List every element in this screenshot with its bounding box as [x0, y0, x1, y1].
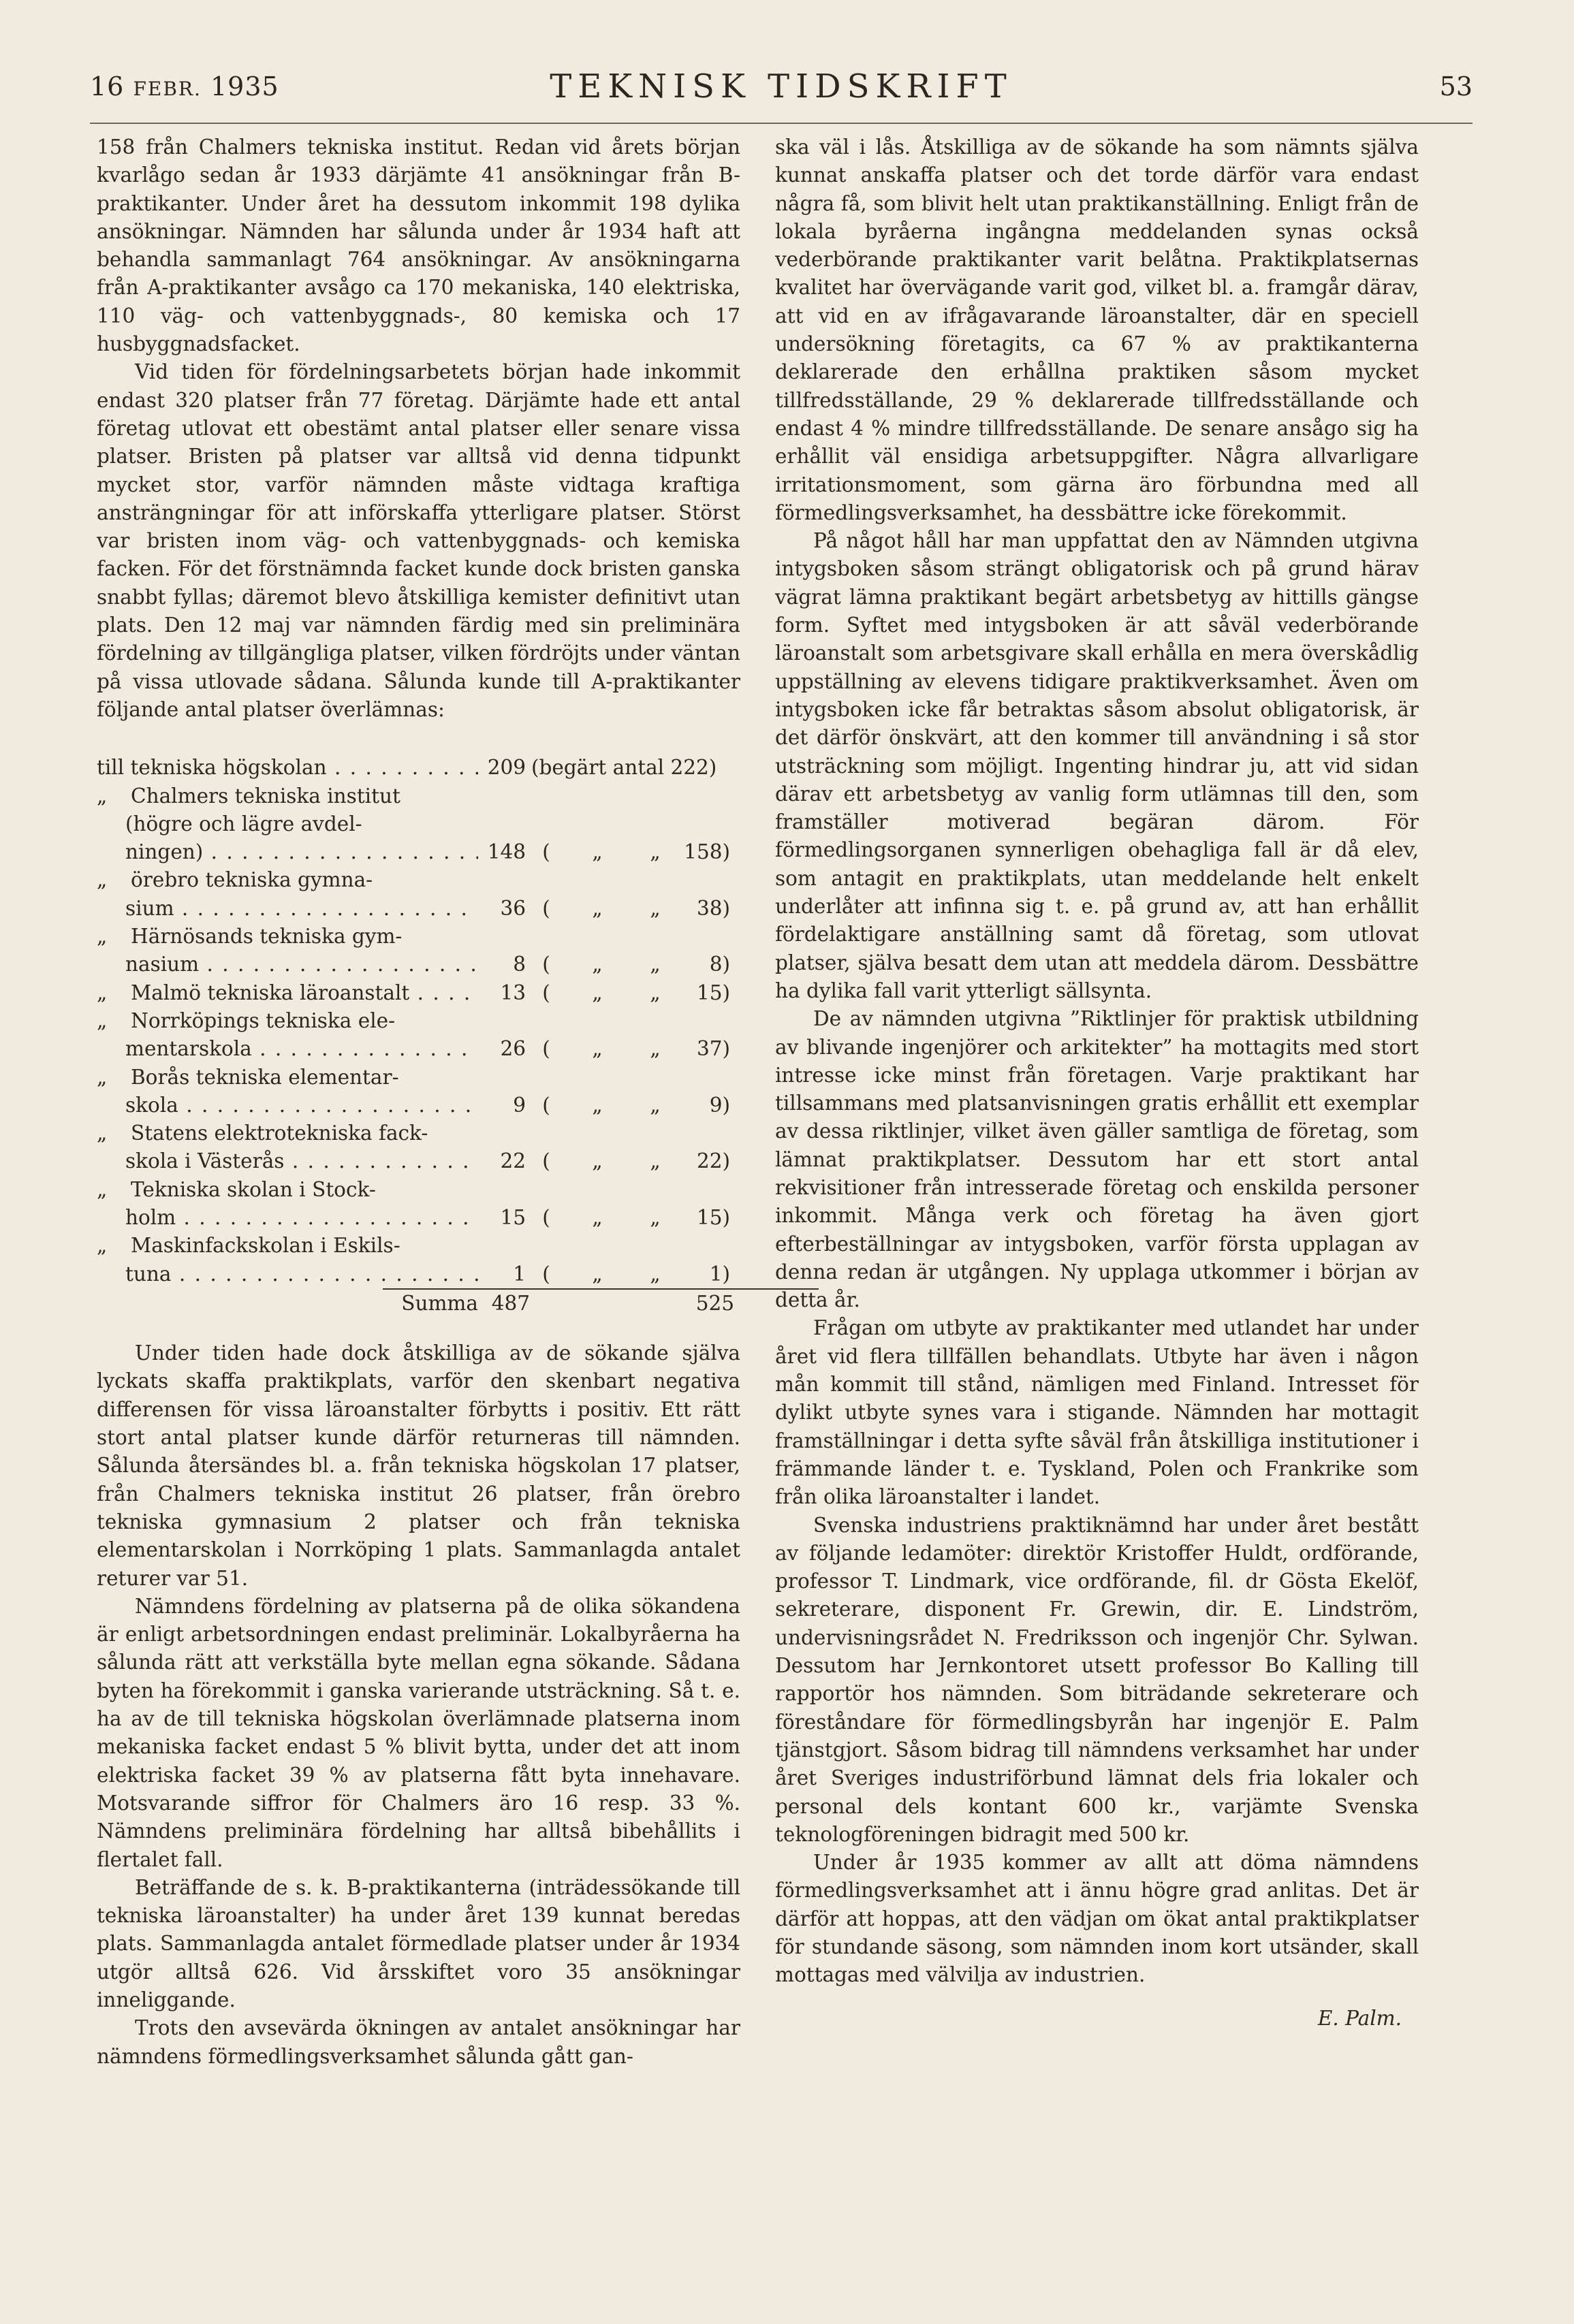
row-label: [97, 1176, 478, 1232]
allotted-value: 22: [500, 1149, 526, 1173]
open-paren: (: [542, 1093, 550, 1117]
row-label-line: [97, 1232, 478, 1260]
open-paren: (: [542, 1205, 550, 1229]
open-paren: (: [542, 1037, 550, 1061]
sum-requested: 525: [695, 1291, 734, 1315]
requested-value: [682, 1204, 730, 1232]
school-name-end: skola i Västerås . . .: [125, 1147, 478, 1175]
requested-number: 1: [709, 1262, 723, 1286]
table-row: [97, 782, 740, 867]
requested-value: [682, 1147, 730, 1175]
open-paren: (: [542, 953, 550, 976]
close-paren: ): [722, 1149, 730, 1173]
paragraph: Beträffande de s. k. B-praktikanterna (inträdessökande till tekniska läroanstalter) ha under året 139 kunnat beredas plats. Sammanlagda antalet förmedlade platser under år 1934 utgör alltså 626. Vid årsskiftet voro 35 ansökningar inneliggande.: [97, 1875, 740, 2011]
close-paren: ): [722, 1093, 730, 1117]
ditto-mark: „: [592, 1262, 603, 1286]
school-name: Härnösands tekniska gym-: [131, 925, 403, 949]
school-name-end: sium . . .: [125, 895, 478, 923]
table-row: [97, 754, 740, 782]
left-column: [97, 133, 740, 2071]
allotted-value: 148: [487, 840, 526, 864]
open-paren: (: [542, 896, 550, 920]
sum-row: [97, 1290, 740, 1318]
row-label-line: [97, 1204, 478, 1232]
school-name: Chalmers tekniska institut: [131, 784, 400, 808]
school-name: till tekniska högskolan . . .: [97, 754, 478, 782]
close-paren: ): [722, 840, 730, 864]
paragraph: Vid tiden för fördelningsarbetets början hade inkommit endast 320 platser från 77 företag. Därjämte hade ett antal företag utlovat ett obestämt antal platser eller senare vissa platser. Bristen på platser var alltså vid denna tidpunkt mycket stor, varför nämnden måste vidtaga kraftiga ansträngningar för att införskaffa ytterligare platser. Störst var bristen inom väg- och vattenbyggnads- och kemiska facken. För det förstnämnda facket kunde dock bristen ganska snabbt fyllas; däremot blevo åtskilliga kemister definitivt utan plats. Den 12 maj var nämnden färdig med sin preliminära fördelning av tillgängliga platser, vilken fördröjts under väntan på vissa utlovade sådana. Sålunda kunde till A-praktikanter följande antal platser överlämnas:: [97, 360, 740, 721]
school-name: Tekniska skolan i Stock-: [131, 1177, 376, 1201]
table-row: [97, 1232, 740, 1288]
school-name-end: nasium . . .: [125, 951, 478, 978]
row-label-line: [97, 1035, 478, 1063]
school-name-end: tuna . . .: [125, 1260, 478, 1288]
row-label-line: [97, 895, 478, 923]
ditto-mark: „: [592, 840, 603, 864]
row-label: [97, 1007, 478, 1064]
ditto-mark: „: [97, 925, 108, 949]
row-label-line: [97, 1176, 478, 1204]
ditto-mark: „: [650, 1262, 661, 1286]
row-label-line: [97, 951, 478, 978]
ditto-mark: „: [592, 1093, 603, 1117]
school-name: Norrköpings tekniska ele-: [131, 1008, 396, 1032]
close-paren: ): [722, 953, 730, 976]
ditto-mark: „: [97, 784, 108, 808]
ditto-mark: „: [650, 1037, 661, 1061]
ditto-mark: „: [97, 1008, 108, 1032]
allotted-value: 36: [500, 896, 526, 920]
table-row: [97, 1119, 740, 1176]
school-name-cont: (högre och lägre avdel-: [125, 812, 362, 835]
table-row: [97, 1064, 740, 1120]
open-paren: (: [542, 981, 550, 1004]
row-label-line: [97, 1260, 478, 1288]
row-label: [97, 866, 478, 923]
requested-value: [682, 979, 730, 1007]
requested-value: (begärt antal 222): [531, 756, 717, 780]
paragraph: Svenska industriens praktiknämnd har under året bestått av följande ledamöter: direktör Kristoffer Huldt, ordförande, professor T. Lindmark, vice ordförande, fil. dr Gösta Ekelöf, sekreterare, disponent Fr. Grewin, dir. E. Lindström, undervisningsrådet N. Fredriksson och ingenjör Chr. Sylwan. Dessutom har Jernkontoret utsett professor Bo Kalling till rapportör hos nämnden. Som biträdande sekreterare och föreståndare för förmedlingsbyrån har ingenjör E. Palm tjänstgjort. Såsom bidrag till nämndens verksamhet har under året Sveriges industriförbund lämnat dels fria lokaler och personal dels kontant 600 kr., varjämte Svenska teknologföreningen bidragit med 500 kr.: [775, 1513, 1419, 1846]
row-label-line: [97, 1147, 478, 1175]
allotted-value: 26: [500, 1037, 526, 1061]
signature: E. Palm.: [1317, 2006, 1402, 2030]
school-name-end: skola . . .: [125, 1092, 478, 1119]
ditto-mark: „: [97, 1234, 108, 1258]
table-row: [97, 923, 740, 979]
ditto-mark: „: [97, 981, 108, 1004]
requested-value: [682, 838, 730, 866]
school-name-end: mentarskola . . .: [125, 1035, 478, 1063]
row-label-line: [97, 923, 478, 951]
row-label-line: [97, 979, 478, 1007]
requested-number: 38: [696, 896, 723, 920]
row-label-line: [97, 754, 478, 782]
table-row: [97, 1176, 740, 1232]
row-label-line: [97, 866, 478, 894]
requested-number: 37: [696, 1037, 723, 1061]
row-label: [97, 1232, 478, 1288]
ditto-mark: „: [650, 840, 661, 864]
allotted-value: 209: [487, 756, 526, 780]
page-header: [90, 67, 1473, 112]
ditto-mark: „: [592, 953, 603, 976]
allotted-value: 15: [500, 1205, 526, 1229]
ditto-mark: „: [592, 896, 603, 920]
paragraph: 158 från Chalmers tekniska institut. Redan vid årets början kvarlågo sedan år 1933 därjämte 41 ansökningar från B-praktikanter. Under året ha dessutom inkommit 198 dylika ansökningar. Nämnden har sålunda under år 1934 haft att behandla sammanlagt 764 ansökningar. Av ansökningarna från A-praktikanter avsågo ca 170 mekaniska, 140 elektriska, 110 väg- och vattenbyggnads-, 80 kemiska och 17 husbyggnadsfacket.: [97, 136, 740, 356]
requested-number: 8: [709, 953, 723, 976]
ditto-mark: „: [650, 1205, 661, 1229]
row-label-line: [97, 1064, 478, 1092]
requested-value: [682, 895, 730, 923]
requested-number: 15: [696, 1205, 723, 1229]
row-label: [97, 923, 478, 979]
requested-number: 9: [709, 1093, 723, 1117]
requested-value: [682, 1092, 730, 1119]
paragraph: Under år 1935 kommer av allt att döma nämndens förmedlingsverksamhet att i ännu högre grad anlitas. Det är därför att hoppas, att den vädjan om ökat antal praktikplatser för stundande säsong, som nämnden inom kort utsänder, skall mottagas med välvilja av industrien.: [775, 1851, 1419, 1987]
ditto-mark: „: [592, 981, 603, 1004]
right-column: [775, 133, 1419, 2033]
requested-value: [682, 951, 730, 978]
allotted-value: 1: [513, 1262, 526, 1286]
open-paren: (: [542, 1149, 550, 1173]
requested-number: 15: [696, 981, 723, 1004]
ditto-mark: „: [97, 1121, 108, 1145]
ditto-mark: „: [650, 1149, 661, 1173]
table-row: [97, 866, 740, 923]
row-label-line: [97, 1092, 478, 1119]
requested-value: [682, 1035, 730, 1063]
row-label: [97, 782, 478, 867]
row-label-line: [97, 838, 478, 866]
school-name: Maskinfackskolan i Eskils-: [131, 1234, 400, 1258]
ditto-mark: „: [650, 896, 661, 920]
sum-label: Summa: [401, 1291, 478, 1315]
sum-value: 487: [491, 1291, 530, 1315]
journal-title: TEKNISK TIDSKRIFT: [550, 67, 1013, 106]
requested-value: [682, 1260, 730, 1288]
school-name-end: ningen) . . .: [125, 838, 478, 866]
table-row: [97, 979, 740, 1007]
page-number: 53: [1439, 71, 1473, 101]
table-row: [97, 1007, 740, 1064]
paragraph: Under tiden hade dock åtskilliga av de sökande själva lyckats skaffa praktikplats, varför den skenbart negativa differensen för vissa läroanstalter förbytts i positiv. Ett rätt stort antal platser kunde därför returneras till nämnden. Sålunda återsändes bl. a. från tekniska högskolan 17 platser, från Chalmers tekniska institut 26 platser, från örebro tekniska gymnasium 2 platser och från tekniska elementarskolan i Norrköping 1 plats. Sammanlagda antalet returer var 51.: [97, 1341, 740, 1590]
close-paren: ): [722, 981, 730, 1004]
allotted-value: 13: [500, 981, 526, 1004]
requested-number: 158: [684, 840, 723, 864]
paragraph: De av nämnden utgivna ”Riktlinjer för praktisk utbildning av blivande ingenjörer och arkitekter” ha mottagits med stort intresse icke minst från företagen. Varje praktikant har tillsammans med platsanvisningen gratis erhållit ett exemplar av dessa riktlinjer, vilket även gäller samtliga de företag, som lämnat praktikplatser. Dessutom har ett stort antal rekvisitioner från intresserade företag och enskilda personer inkommit. Många verk och företag ha även gjort efterbeställningar av intygsboken, varför första upplagan av denna redan är utgången. Ny upplaga utkommer i början av detta år.: [775, 1007, 1419, 1312]
row-label-line: [97, 1119, 478, 1147]
open-paren: (: [542, 840, 550, 864]
close-paren: ): [722, 1205, 730, 1229]
row-label: [97, 1119, 478, 1176]
date-day: 16: [90, 71, 125, 101]
school-name: Statens elektrotekniska fack-: [131, 1121, 428, 1145]
school-name-end: Malmö tekniska läroanstalt . . .: [131, 979, 478, 1007]
row-label: [97, 754, 478, 782]
distribution-rows: [97, 782, 740, 1288]
school-name: Borås tekniska elementar-: [131, 1065, 399, 1089]
ditto-mark: „: [650, 981, 661, 1004]
ditto-mark: „: [97, 1065, 108, 1089]
date-month: FEBR.: [133, 78, 202, 100]
paragraph: Frågan om utbyte av praktikanter med utlandet har under året vid flera tillfällen behandlats. Utbyte har även i någon mån kommit till stånd, nämligen med Finland. Intresset för dylikt utbyte synes vara i stigande. Nämnden har mottagit framställningar i detta syfte såväl från åtskilliga institutioner i främmande länder t. e. Tyskland, Polen och Frankrike som från olika läroanstalter i landet.: [775, 1316, 1419, 1509]
open-paren: (: [542, 1262, 550, 1286]
row-label-line: [97, 1007, 478, 1035]
close-paren: ): [722, 1037, 730, 1061]
paragraph: På något håll har man uppfattat den av Nämnden utgivna intygsboken såsom strängt obligatorisk och på grund härav vägrat lämna praktikant begärt arbetsbetyg av hittills gängse form. Syftet med intygsboken är att såväl vederbörande läroanstalt som arbetsgivare skall erhålla en mera överskådlig uppställning av elevens tidigare praktikverksamhet. Även om intygsboken icke får betraktas såsom absolut obligatorisk, är det därför önskvärt, att den kommer till användning i så stor utsträckning som möjligt. Ingenting hindrar ju, att vid sidan därav ett arbetsbetyg av vanlig form utlämnas till den, som framställer motiverad begäran därom. För förmedlingsorganen synnerligen obehagliga fall är då elev, som antagit en praktikplats, utan meddelande helt enkelt underlåter att infinna sig t. e. på grund av, att han erhållit fördelaktigare anställning samt då företag, som utlovat platser, själva besatt dem utan att meddela därom. Dessbättre ha dylika fall varit ytterligt sällsynta.: [775, 529, 1419, 1002]
header-rule: [90, 123, 1473, 124]
ditto-mark: „: [592, 1149, 603, 1173]
ditto-mark: „: [97, 868, 108, 892]
ditto-mark: „: [97, 1177, 108, 1201]
paragraph: Trots den avsevärda ökningen av antalet ansökningar har nämndens förmedlingsverksamhet sålunda gått gan-: [97, 2016, 740, 2068]
school-name-end: holm . . .: [125, 1204, 478, 1232]
row-label: [97, 979, 478, 1007]
distribution-table: [97, 754, 740, 1318]
ditto-mark: „: [650, 953, 661, 976]
allotted-value: 8: [513, 953, 526, 976]
date-year: 1935: [210, 71, 279, 101]
row-label-line: [97, 782, 478, 810]
requested-number: 22: [696, 1149, 723, 1173]
school-name: örebro tekniska gymna-: [131, 868, 373, 892]
paragraph: Nämndens fördelning av platserna på de olika sökandena är enligt arbetsordningen endast preliminär. Lokalbyråerna ha sålunda rätt att verkställa byte mellan egna sökande. Sådana byten ha förekommit i ganska varierande utsträckning. Så t. e. ha av de till tekniska högskolan överlämnade platserna inom mekaniska facket endast 5 % blivit bytta, under det att inom elektriska facket 39 % av platserna fått byta innehavare. Motsvarande siffror för Chalmers äro 16 resp. 33 %. Nämndens preliminära fördelning har alltså bibehållits i flertalet fall.: [97, 1594, 740, 1871]
ditto-mark: „: [650, 1093, 661, 1117]
allotted-value: 9: [513, 1093, 526, 1117]
row-label: [97, 1064, 478, 1120]
close-paren: ): [722, 1262, 730, 1286]
paragraph: ska väl i lås. Åtskilliga av de sökande ha som nämnts själva kunnat anskaffa platser och det torde därför vara endast några få, som blivit helt utan praktikanställning. Enligt från de lokala byråerna ingångna meddelanden synas också vederbörande praktikanter varit belåtna. Praktikplatsernas kvalitet har övervägande varit god, vilket bl. a. framgår därav, att vid en av ifrågavarande läroanstalter, där en speciell undersökning företagits, ca 67 % av praktikanterna deklarerade den erhållna praktiken såsom mycket tillfredsställande, 29 % deklarerade tillfredsställande och endast 4 % mindre tillfredsställande. De senare ansågo sig ha erhållit väl ensidiga arbetsuppgifter. Några allvarligare irritationsmoment, som gärna äro förbundna med all förmedlingsverksamhet, ha dessbättre icke förekommit.: [775, 136, 1419, 524]
close-paren: ): [722, 896, 730, 920]
ditto-mark: „: [592, 1037, 603, 1061]
ditto-mark: „: [592, 1205, 603, 1229]
